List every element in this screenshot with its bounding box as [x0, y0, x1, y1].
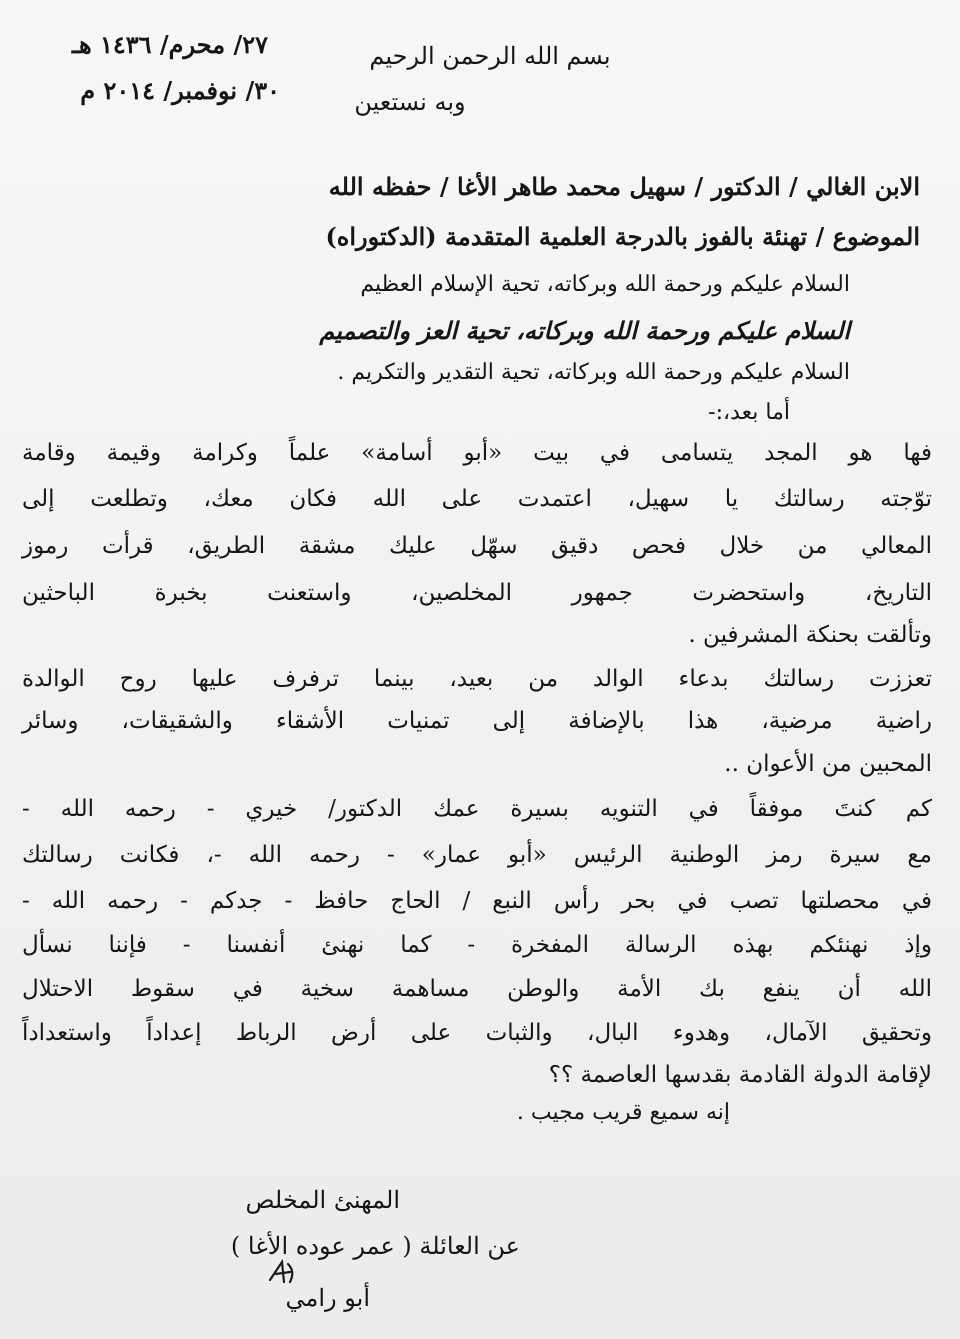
istiana: وبه نستعين — [354, 88, 466, 116]
signature-name: أبو رامي — [285, 1284, 370, 1312]
body-line: وتألقت بحنكة المشرفين . — [688, 622, 932, 648]
salutation: أما بعد،:- — [708, 400, 790, 425]
body-line: في محصلتها تصب في بحر رأس النبع / الحاج حافظ - جدكم - رحمه الله - — [22, 888, 932, 914]
hijri-date: ٢٧/ محرم/ ١٤٣٦ هـ — [71, 30, 268, 59]
body-line: مع سيرة رمز الوطنية الرئيس «أبو عمار» - رحمه الله -، فكانت رسالتك — [22, 842, 932, 868]
signature-title: المهنئ المخلص — [245, 1186, 400, 1214]
body-line: فها هو المجد يتسامى في بيت «أبو أسامة» علماً وكرامة وقيمة وقامة — [22, 440, 932, 466]
greeting-line-2: السلام عليكم ورحمة الله وبركاته، تحية العز والتصميم — [319, 316, 850, 345]
recipient-line: الابن الغالي / الدكتور / سهيل محمد طاهر الأغا / حفظه الله — [328, 172, 920, 201]
subject-line: الموضوع / تهنئة بالفوز بالدرجة العلمية المتقدمة (الدكتوراه) — [325, 222, 920, 251]
body-line: وإذ نهنئكم بهذه الرسالة المفخرة - كما نهنئ أنفسنا - فإننا نسأل — [22, 932, 932, 958]
body-line: تعززت رسالتك بدعاء الوالد من بعيد، بينما ترفرف عليها روح الوالدة — [22, 666, 932, 692]
body-line: الله أن ينفع بك الأمة والوطن مساهمة سخية في سقوط الاحتلال — [22, 976, 932, 1002]
body-line: التاريخ، واستحضرت جمهور المخلصين، واستعنت بخبرة الباحثين — [22, 580, 932, 606]
body-line: توّجته رسالتك يا سهيل، اعتمدت على الله فكان معك، وتطلعت إلى — [22, 486, 932, 512]
body-line: المحبين من الأعوان .. — [724, 751, 932, 777]
body-line: راضية مرضية، هذا بالإضافة إلى تمنيات الأشقاء والشقيقات، وسائر — [22, 708, 932, 734]
basmala: بسم الله الرحمن الرحيم — [369, 42, 611, 70]
closing-line: إنه سميع قريب مجيب . — [516, 1100, 730, 1125]
body-line: وتحقيق الآمال، وهدوء البال، والثبات على أرض الرباط إعداداً واستعداداً — [22, 1020, 932, 1046]
gregorian-date: ٣٠/ نوفمبر/ ٢٠١٤ م — [80, 76, 280, 105]
body-line: المعالي من خلال فحص دقيق سهّل عليك مشقة الطريق، قرأت رموز — [22, 533, 932, 559]
signature-family: عن العائلة ( عمر عوده الأغا ) — [230, 1232, 520, 1260]
greeting-line-3: السلام عليكم ورحمة الله وبركاته، تحية التقدير والتكريم . — [337, 360, 850, 385]
body-line: لإقامة الدولة القادمة بقدسها العاصمة ؟؟ — [548, 1062, 932, 1088]
greeting-line-1: السلام عليكم ورحمة الله وبركاته، تحية الإسلام العظيم — [360, 272, 850, 297]
body-line: كم كنتَ موفقاً في التنويه بسيرة عمك الدكتور/ خيري - رحمه الله - — [22, 796, 932, 822]
